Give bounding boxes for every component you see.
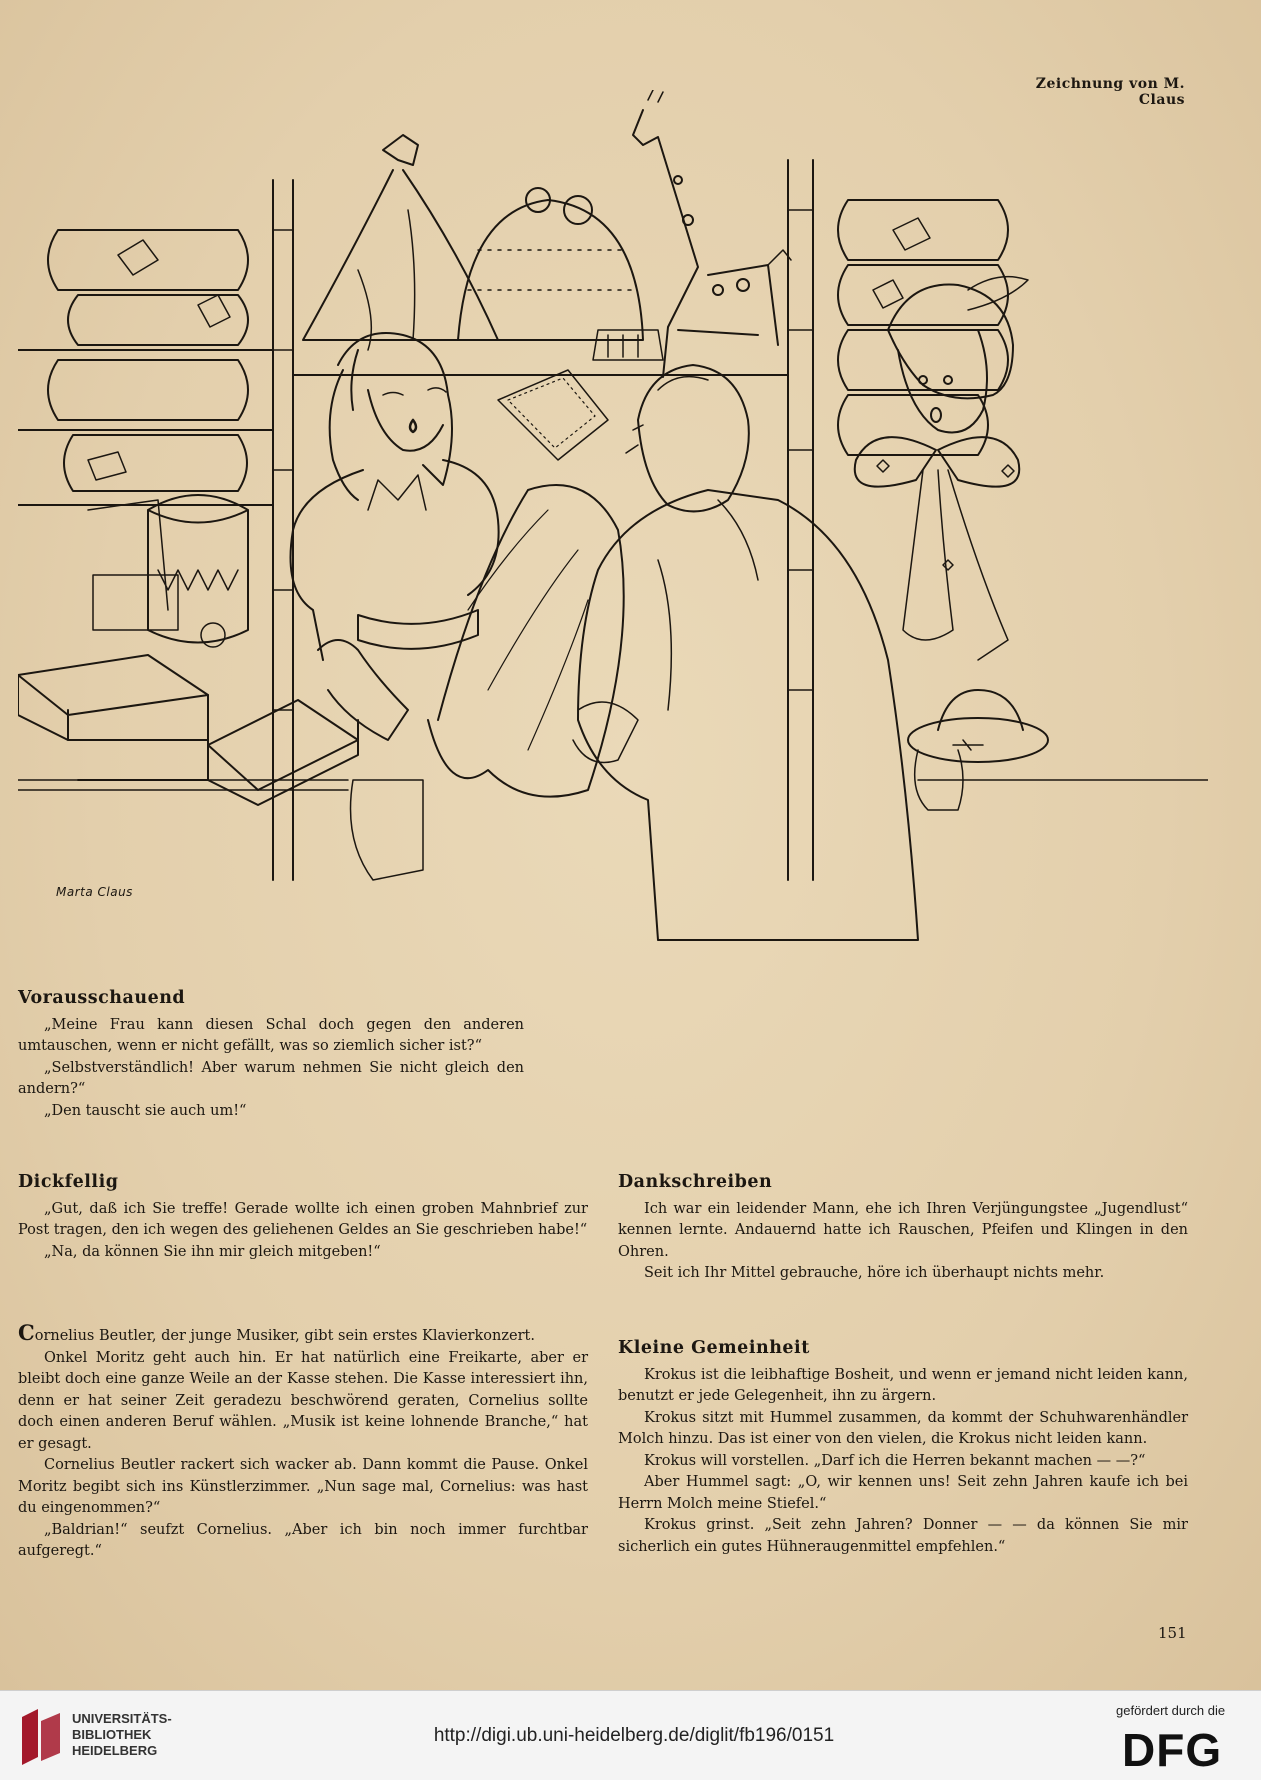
paragraph: „Gut, daß ich Sie treffe! Gerade wollte ich einen groben Mahnbrief zur Post tragen, den ich wegen des geliehenen Geldes an Sie geschrieben habe!“ [18,1200,588,1238]
university-name-line: BIBLIOTHEK [72,1727,152,1742]
section-cornelius [18,1322,588,1563]
university-logo-icon[interactable] [18,1707,64,1765]
permalink-url[interactable]: http://digi.ub.uni-heidelberg.de/diglit/fb196/0151 [433,1725,835,1746]
paragraph: Krokus will vorstellen. „Darf ich die Herren bekannt machen — —?“ [644,1452,1146,1469]
paragraph: Onkel Moritz geht auch hin. Er hat natürlich eine Freikarte, aber er bleibt doch eine ganze Weile an der Kasse stehen. Die Kasse interessiert ihn, denn er hat seiner Zeit geradezu beschwörend geraten, Cornelius sollte doch einen anderen Beruf wählen. „Musik ist keine lohnende Branche,“ hat er gesagt. [18,1349,588,1452]
paragraph: „Na, da können Sie ihn mir gleich mitgeben!“ [44,1243,381,1260]
section-dickfellig [18,1172,588,1263]
paragraph: Krokus sitzt mit Hummel zusammen, da kommt der Schuhwarenhändler Molch hinzu. Das ist einer von den vielen, die Krokus nicht leiden kann. [618,1409,1188,1447]
dfg-logo[interactable]: DFG [1122,1724,1223,1776]
paragraph: Aber Hummel sagt: „O, wir kennen uns! Seit zehn Jahren kaufe ich bei Herrn Molch meine Stiefel.“ [618,1474,1188,1512]
university-name-line: HEIDELBERG [72,1743,158,1758]
illustration-credit: Zeichnung von M. Claus [1035,76,1185,108]
paragraph: Ich war ein leidender Mann, ehe ich Ihren Verjüngungstee „Jugendlust“ kennen lernte. Andauernd hatte ich Rauschen, Pfeifen und Klingen in den Ohren. [618,1200,1188,1260]
viewer-footer [0,1690,1261,1780]
paragraph-first [18,1322,588,1348]
university-name[interactable] [72,1711,172,1759]
drop-cap: C [18,1320,35,1345]
heading-kleine-gemeinheit: Kleine Gemeinheit [618,1338,810,1358]
paragraph: Krokus grinst. „Seit zehn Jahren? Donner — — da können Sie mir sicherlich ein gutes Hühneraugenmittel empfehlen.“ [618,1517,1188,1555]
funded-by-label: gefördert durch die [1116,1703,1226,1718]
page-number: 151 [1158,1624,1187,1642]
paragraph: „Selbstverständlich! Aber warum nehmen Sie nicht gleich den andern?“ [18,1059,524,1097]
university-name-line: UNIVERSITÄTS- [72,1711,172,1726]
heading-vorausschauend: Vorausschauend [18,988,186,1008]
heading-dickfellig: Dickfellig [18,1172,119,1192]
section-dankschreiben [618,1172,1188,1285]
shop-illustration [18,90,1208,1070]
paragraph: Seit ich Ihr Mittel gebrauche, höre ich überhaupt nichts mehr. [644,1265,1105,1281]
paragraph: „Meine Frau kann diesen Schal doch gegen den anderen umtauschen, wenn er nicht gefällt, was so ziemlich sicher ist?“ [18,1016,524,1054]
artist-signature: Marta Claus [56,885,133,899]
paragraph: „Den tauscht sie auch um!“ [44,1102,247,1119]
paragraph: Krokus ist die leibhaftige Bosheit, und wenn er jemand nicht leiden kann, benutzt er jede Gelegenheit, ihn zu ärgern. [618,1366,1188,1404]
paragraph-first-text: ornelius Beutler, der junge Musiker, gibt sein erstes Klavierkonzert. [34,1328,535,1344]
paragraph: „Baldrian!“ seufzt Cornelius. „Aber ich bin noch immer furchtbar aufgeregt.“ [18,1521,588,1559]
section-kleine-gemeinheit [618,1338,1188,1558]
paragraph: Cornelius Beutler rackert sich wacker ab. Dann kommt die Pause. Onkel Moritz begibt sich ins Künstlerzimmer. „Nun sage mal, Cornelius: was hast du eingenommen?“ [18,1457,588,1516]
heading-dankschreiben: Dankschreiben [618,1172,773,1192]
section-vorausschauend [18,988,524,1122]
